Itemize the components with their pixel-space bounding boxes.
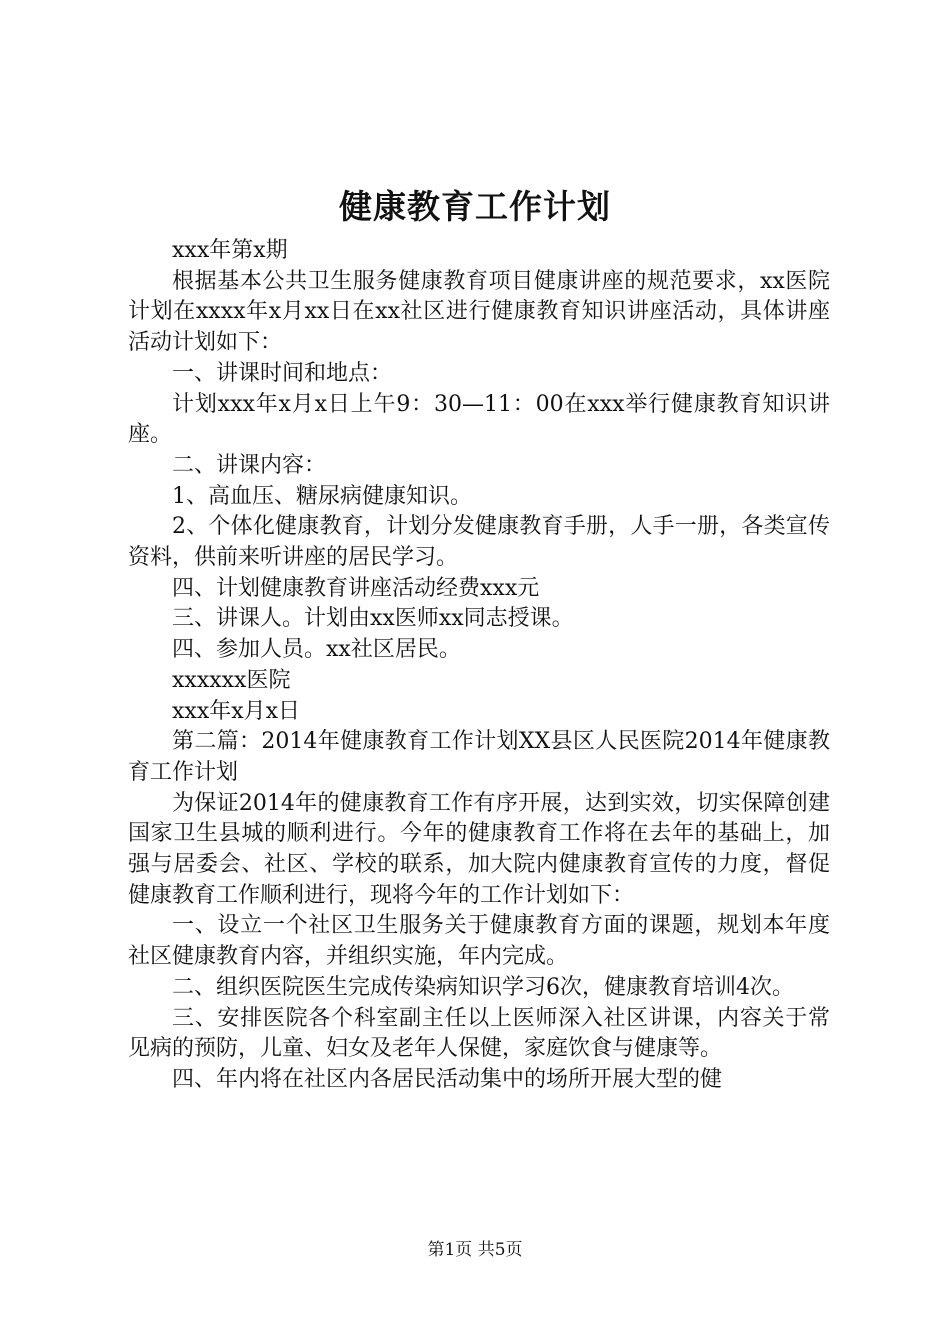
paragraph-plan-item-1: 一、设立一个社区卫生服务关于健康教育方面的课题，规划本年度社区健康教育内容，并组织实施，年内完成。 [128, 913, 830, 970]
document-body [128, 236, 830, 1096]
document-title: 健康教育工作计划 [339, 187, 611, 226]
paragraph-second-article-intro: 为保证2014年的健康教育工作有序开展，达到实效，切实保障创建国家卫生县城的顺利进行。今年的健康教育工作将在去年的基础上，加强与居委会、社区、学校的联系，加大院内健康教育宣传的力度，督促健康教育工作顺利进行，现将今年的工作计划如下： [128, 790, 830, 908]
paragraph-time-place-detail: 计划xxx年x月x日上午9：30—11：00在xxx举行健康教育知识讲座。 [128, 391, 830, 448]
paragraph-intro: 根据基本公共卫生服务健康教育项目健康讲座的规范要求，xx医院计划在xxxx年x月xx日在xx社区进行健康教育知识讲座活动，具体讲座活动计划如下： [128, 268, 830, 356]
paragraph-plan-item-4: 四、年内将在社区内各居民活动集中的场所开展大型的健 [172, 1066, 723, 1092]
paragraph-plan-item-3: 三、安排医院各个科室副主任以上医师深入社区讲课，内容关于常见病的预防，儿童、妇女及老年人保健，家庭饮食与健康等。 [128, 1005, 830, 1062]
paragraph-second-article-title: 第二篇：2014年健康教育工作计划XX县区人民医院2014年健康教育工作计划 [128, 729, 830, 785]
paragraph-participants: 四、参加人员。xx社区居民。 [172, 637, 461, 663]
paragraph-section-content: 二、讲课内容： [172, 452, 327, 478]
paragraph-issue-number: xxx年第x期 [172, 238, 288, 263]
page-footer: 第1页 共5页 [427, 1240, 523, 1260]
paragraph-plan-item-2: 二、组织医院医生完成传染病知识学习6次，健康教育培训4次。 [172, 974, 794, 1000]
paragraph-signature-date: xxx年x月x日 [172, 698, 301, 724]
paragraph-content-item-1: 1、高血压、糖尿病健康知识。 [172, 483, 472, 509]
paragraph-signature-hospital: xxxxxx医院 [172, 667, 291, 693]
paragraph-section-time-place: 一、讲课时间和地点： [172, 360, 393, 386]
paragraph-budget: 四、计划健康教育讲座活动经费xxx元 [172, 575, 540, 601]
paragraph-lecturer: 三、讲课人。计划由xx医师xx同志授课。 [172, 606, 574, 632]
paragraph-content-item-2: 2、个体化健康教育，计划分发健康教育手册，人手一册，各类宣传资料，供前来听讲座的居民学习。 [128, 514, 830, 571]
